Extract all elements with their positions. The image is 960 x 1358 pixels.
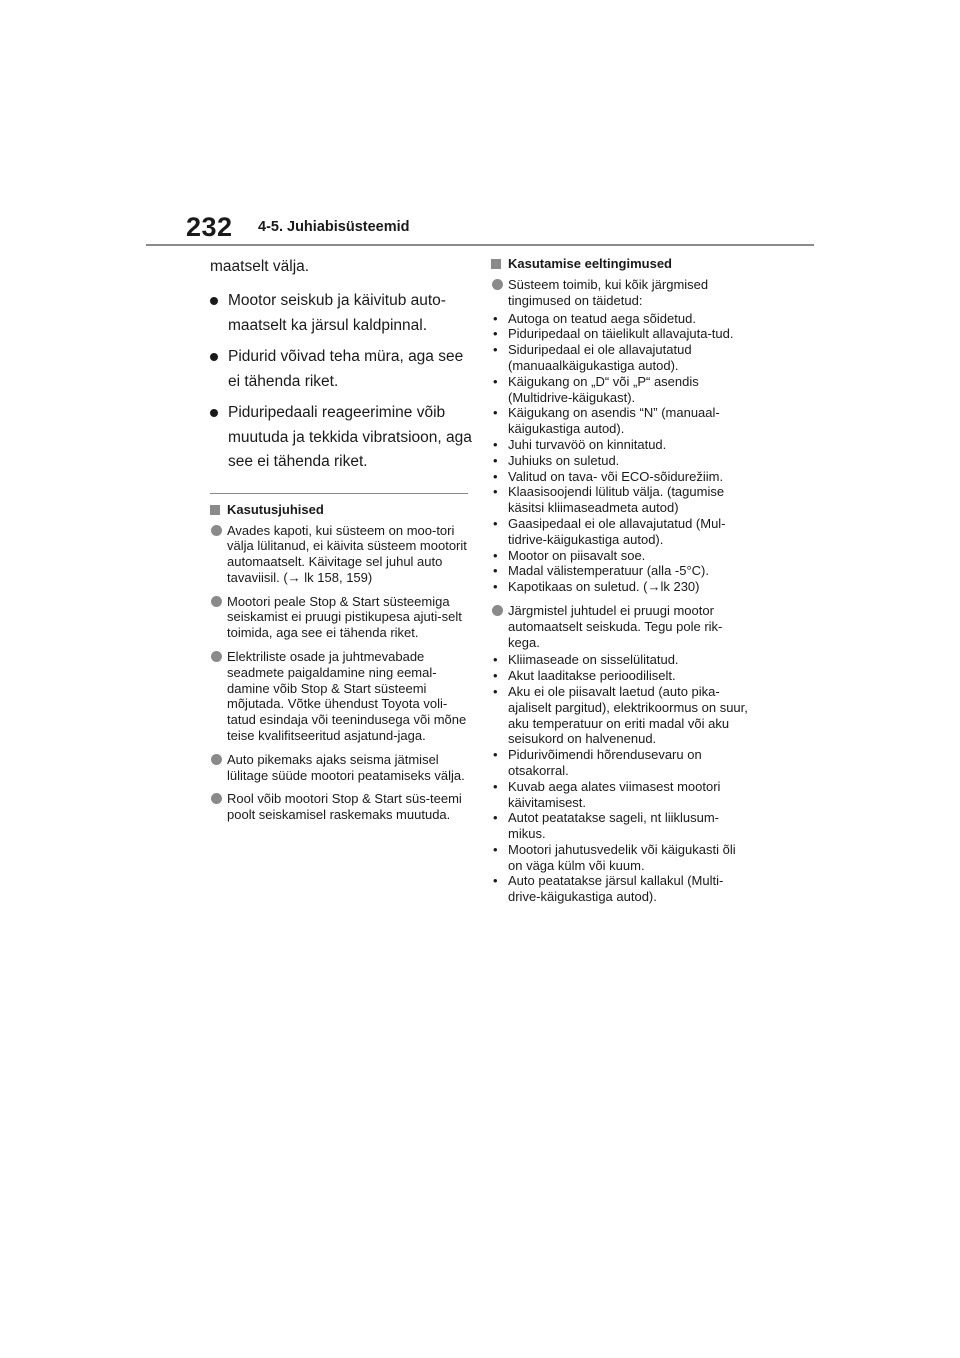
exceptions-list: [491, 652, 753, 905]
main-bullet-text: Piduripedaali reageerimine võib muutuda ja tekkida vibratsioon, aga see ei tähenda riket.: [228, 404, 472, 470]
note-text: Järgmistel juhtudel ei pruugi mootor automaatselt seiskuda. Tegu pole rik-kega.: [508, 602, 723, 650]
small-bullet-icon: •: [493, 873, 498, 889]
main-bullet-item: [210, 289, 472, 338]
list-item-text: Klaasisoojendi lülitub välja. (tagumise käsitsi kliimaseadmeta autod): [508, 484, 725, 516]
list-item-text: Käigukang on „D“ või „P“ asendis (Multidrive-käigukast).: [508, 373, 699, 405]
left-column: [210, 255, 472, 831]
small-bullet-icon: •: [493, 747, 498, 763]
list-item: [491, 563, 753, 579]
continuation-text: maatselt välja.: [210, 258, 310, 275]
small-bullet-icon: •: [493, 778, 498, 794]
list-item: [491, 484, 753, 516]
small-bullet-icon: •: [493, 668, 498, 684]
list-item: [491, 405, 753, 437]
note-text: Auto pikemaks ajaks seisma jätmisel lülitage süüde mootori peatamiseks välja.: [227, 751, 465, 783]
note-text: Avades kapoti, kui süsteem on moo-tori välja lülitanud, ei käivita süsteem mootorit automaatselt. Käivitage sel juhul auto tavaviisil. (→ lk 158, 159): [227, 522, 467, 585]
bullet-dot-icon: [210, 409, 218, 417]
list-item-text: Piduripedaal on täielikult allavajuta-tud.: [508, 326, 734, 342]
list-item: [491, 453, 753, 469]
preconditions-heading: [491, 255, 753, 273]
section-divider: [210, 493, 468, 494]
bullet-dot-icon: [210, 297, 218, 305]
main-bullet-item: [210, 401, 472, 475]
list-item-text: Pidurivõimendi hõrendusevaru on otsakorral.: [508, 747, 702, 778]
list-item: [491, 311, 753, 327]
note-item: [210, 752, 472, 784]
list-item: [491, 668, 753, 684]
list-item: [491, 374, 753, 406]
preconditions-heading-text: Kasutamise eeltingimused: [508, 256, 672, 271]
note-item: [491, 603, 753, 650]
note-text: Elektriliste osade ja juhtmevabade seadmete paigaldamine ning eemal-damine võib Stop & Start süsteemi mõjutada. Võtke ühendust Toyota voli-tatud esindaja või teenindusega või mõne teise kvalifitseeritud asjatund-jaga.: [227, 649, 467, 744]
list-item-text: Auto peatatakse järsul kallakul (Multi-drive-käigukastiga autod).: [508, 873, 724, 905]
main-bullet-list: [210, 289, 472, 475]
list-item: [491, 810, 753, 842]
note-text: Rool võib mootori Stop & Start süs-teemi poolt seiskamisel raskemaks muutuda.: [227, 791, 462, 823]
note-item: [210, 523, 472, 586]
small-bullet-icon: •: [493, 468, 498, 484]
circle-bullet-icon: [492, 605, 503, 616]
note-item: [210, 791, 472, 823]
circle-bullet-icon: [211, 754, 222, 765]
circle-bullet-icon: [211, 651, 222, 662]
list-item: [491, 652, 753, 668]
section-title: 4-5. Juhiabisüsteemid: [258, 219, 410, 235]
list-item: [491, 873, 753, 905]
list-item-text: Käigukang on asendis “N” (manuaal-käigukastiga autod).: [508, 405, 720, 437]
list-item: [491, 469, 753, 485]
small-bullet-icon: •: [493, 841, 498, 857]
page-number: 232: [186, 212, 233, 242]
small-bullet-icon: •: [493, 436, 498, 452]
list-item-text: Autoga on teatud aega sõidetud.: [508, 310, 696, 326]
small-bullet-icon: •: [493, 452, 498, 468]
note-text: Mootori peale Stop & Start süsteemiga seiskamist ei pruugi pistikupesa ajuti-selt toimida, aga see ei tähenda riket.: [227, 593, 462, 641]
small-bullet-icon: •: [493, 810, 498, 826]
list-item-text: Madal välistemperatuur (alla -5°C).: [508, 563, 709, 579]
list-item: [491, 326, 753, 342]
small-bullet-icon: •: [493, 342, 498, 358]
list-item: [491, 437, 753, 453]
square-bullet-icon: [491, 259, 501, 269]
list-item-text: Mootor on piisavalt soe.: [508, 547, 646, 563]
list-item-text: Autot peatatakse sageli, nt liiklusum-mikus.: [508, 810, 719, 842]
circle-bullet-icon: [211, 596, 222, 607]
small-bullet-icon: •: [493, 310, 498, 326]
list-item: [491, 779, 753, 811]
list-item-text: Kuvab aega alates viimasest mootori käivitamisest.: [508, 778, 721, 810]
list-item: [491, 548, 753, 564]
list-item-text: Juhi turvavöö on kinnitatud.: [508, 436, 667, 452]
conditions-list: [491, 311, 753, 595]
main-bullet-text: Pidurid võivad teha müra, aga see ei tähenda riket.: [228, 348, 464, 390]
list-item-text: Akut laaditakse perioodiliselt.: [508, 668, 676, 684]
note-item: [210, 594, 472, 641]
small-bullet-icon: •: [493, 405, 498, 421]
small-bullet-icon: •: [493, 326, 498, 342]
note-item: [491, 277, 753, 309]
right-column: [491, 255, 753, 913]
square-bullet-icon: [210, 505, 220, 515]
usage-notes-heading: [210, 501, 472, 519]
list-item: [491, 342, 753, 374]
list-item-text: Aku ei ole piisavalt laetud (auto pika-ajaliselt pargitud), elektrikoormus on suur, aku temperatuur on eriti madal või aku seisukord on halvenenud.: [508, 683, 748, 747]
list-item: [491, 579, 753, 595]
main-bullet-text: Mootor seiskub ja käivitub auto-maatselt ka järsul kaldpinnal.: [228, 292, 446, 334]
small-bullet-icon: •: [493, 579, 498, 595]
small-bullet-icon: •: [493, 652, 498, 668]
list-item-text: Siduripedaal ei ole allavajutatud (manuaalkäigukastiga autod).: [508, 342, 692, 373]
small-bullet-icon: •: [493, 515, 498, 531]
list-item: [491, 684, 753, 747]
small-bullet-icon: •: [493, 563, 498, 579]
list-item: [491, 842, 753, 874]
list-item-text: Gaasipedaal ei ole allavajutatud (Mul-tidrive-käigukastiga autod).: [508, 515, 726, 547]
note-text: Süsteem toimib, kui kõik järgmised tingimused on täidetud:: [508, 277, 709, 308]
small-bullet-icon: •: [493, 547, 498, 563]
header-rule: [146, 244, 814, 246]
list-item-text: Valitud on tava- või ECO-sõidurežiim.: [508, 468, 724, 484]
list-item-text: Kapotikaas on suletud. (→lk 230): [508, 579, 700, 595]
main-bullet-item: [210, 345, 472, 394]
list-item-text: Mootori jahutusvedelik või käigukasti õli on väga külm või kuum.: [508, 841, 736, 873]
circle-bullet-icon: [211, 525, 222, 536]
small-bullet-icon: •: [493, 683, 498, 699]
list-item: [491, 516, 753, 548]
circle-bullet-icon: [211, 793, 222, 804]
usage-notes-heading-text: Kasutusjuhised: [227, 501, 324, 517]
small-bullet-icon: •: [493, 484, 498, 500]
list-item-text: Juhiuks on suletud.: [508, 452, 620, 468]
small-bullet-icon: •: [493, 373, 498, 389]
list-item-text: Kliimaseade on sisselülitatud.: [508, 652, 679, 668]
list-item: [491, 747, 753, 779]
note-item: [210, 649, 472, 744]
bullet-dot-icon: [210, 353, 218, 361]
circle-bullet-icon: [492, 279, 503, 290]
